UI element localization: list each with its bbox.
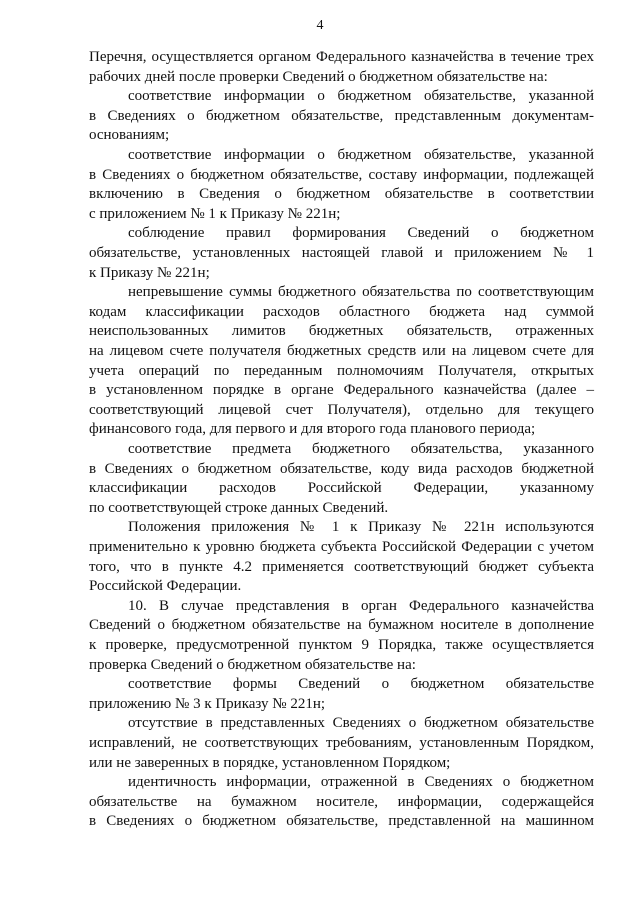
- text-line: отсутствие в представленных Сведениях о бюджетном обязательстве: [128, 715, 594, 732]
- text-line: учета операций по переданным полномочиям Получателя, открытых: [89, 362, 594, 379]
- text-line: идентичность информации, отраженной в Сведениях о бюджетном: [128, 774, 594, 791]
- text-line: к проверке, предусмотренной пунктом 9 Порядка, также осуществляется: [89, 637, 594, 653]
- text-line: проверка Сведений о бюджетном обязательстве на:: [89, 656, 416, 673]
- text-line: применительно к уровню бюджета субъекта Российской Федерации с учетом: [89, 539, 594, 555]
- text-line: финансового года, для первого и для второго года планового периода;: [89, 421, 536, 438]
- text-line: Положения приложения № 1 к Приказу № 221н используются: [128, 519, 594, 536]
- text-line: соблюдение правил формирования Сведений о бюджетном: [128, 225, 594, 242]
- text-line: рабочих дней после проверки Сведений о бюджетном обязательстве на:: [89, 68, 548, 85]
- text-line: классификации расходов Российской Федерации, указанному: [89, 480, 594, 497]
- text-line: соответствующий лицевой счет Получателя), отдельно для текущего: [89, 401, 594, 418]
- text-line: или не заверенных в порядке, установленном Порядком;: [89, 754, 451, 771]
- page-number: 4: [316, 18, 324, 33]
- text-line: в Сведениях о бюджетном обязательстве, представленным документам-: [89, 107, 594, 124]
- text-line: в Сведениях о бюджетном обязательстве, коду вида расходов бюджетной: [89, 460, 594, 477]
- text-line: обязательстве, установленных настоящей главой и приложением № 1: [89, 245, 594, 261]
- text-line: исправлений, не соответствующих требованиям, установленным Порядком,: [89, 735, 594, 751]
- text-line: обязательстве на бумажном носителе, информации, содержащейся: [89, 793, 594, 810]
- text-line: соответствие предмета бюджетного обязательства, указанного: [128, 441, 594, 457]
- text-line: с приложением № 1 к Приказу № 221н;: [89, 205, 341, 222]
- text-line: Перечня, осуществляется органом Федерального казначейства в течение трех: [89, 49, 594, 65]
- text-line: в установленном порядке в органе Федерального казначейства (далее –: [89, 382, 594, 399]
- text-line: приложению № 3 к Приказу № 221н;: [89, 695, 326, 712]
- text-line: по соответствующей строке данных Сведений.: [89, 499, 389, 516]
- text-line: в Сведениях о бюджетном обязательстве, составу информации, подлежащей: [89, 166, 594, 183]
- text-line: соответствие формы Сведений о бюджетном обязательстве: [128, 676, 594, 693]
- text-line: включению в Сведения о бюджетном обязательстве в соответствии: [89, 186, 594, 203]
- text-line: основаниям;: [89, 127, 170, 144]
- text-line: Сведений о бюджетном обязательстве на бумажном носителе в дополнение: [89, 617, 594, 634]
- text-line: того, что в пункте 4.2 применяется соответствующий бюджет субъекта: [89, 558, 594, 575]
- text-line: неиспользованных лимитов бюджетных обязательств, отраженных: [89, 323, 594, 340]
- text-line: соответствие информации о бюджетном обязательстве, указанной: [128, 147, 594, 163]
- text-line: кодам классификации расходов областного бюджета над суммой: [89, 303, 594, 320]
- text-line: Российской Федерации.: [89, 578, 242, 595]
- text-line: в Сведениях о бюджетном обязательстве, представленной на машинном: [89, 813, 594, 830]
- text-line: к Приказу № 221н;: [89, 264, 210, 281]
- text-line: непревышение суммы бюджетного обязательства по соответствующим: [128, 284, 594, 301]
- text-line: на лицевом счете получателя бюджетных средств или на лицевом счете для: [89, 343, 594, 359]
- text-line: соответствие информации о бюджетном обязательстве, указанной: [128, 88, 594, 105]
- text-line: 10. В случае представления в орган Федерального казначейства: [128, 597, 594, 614]
